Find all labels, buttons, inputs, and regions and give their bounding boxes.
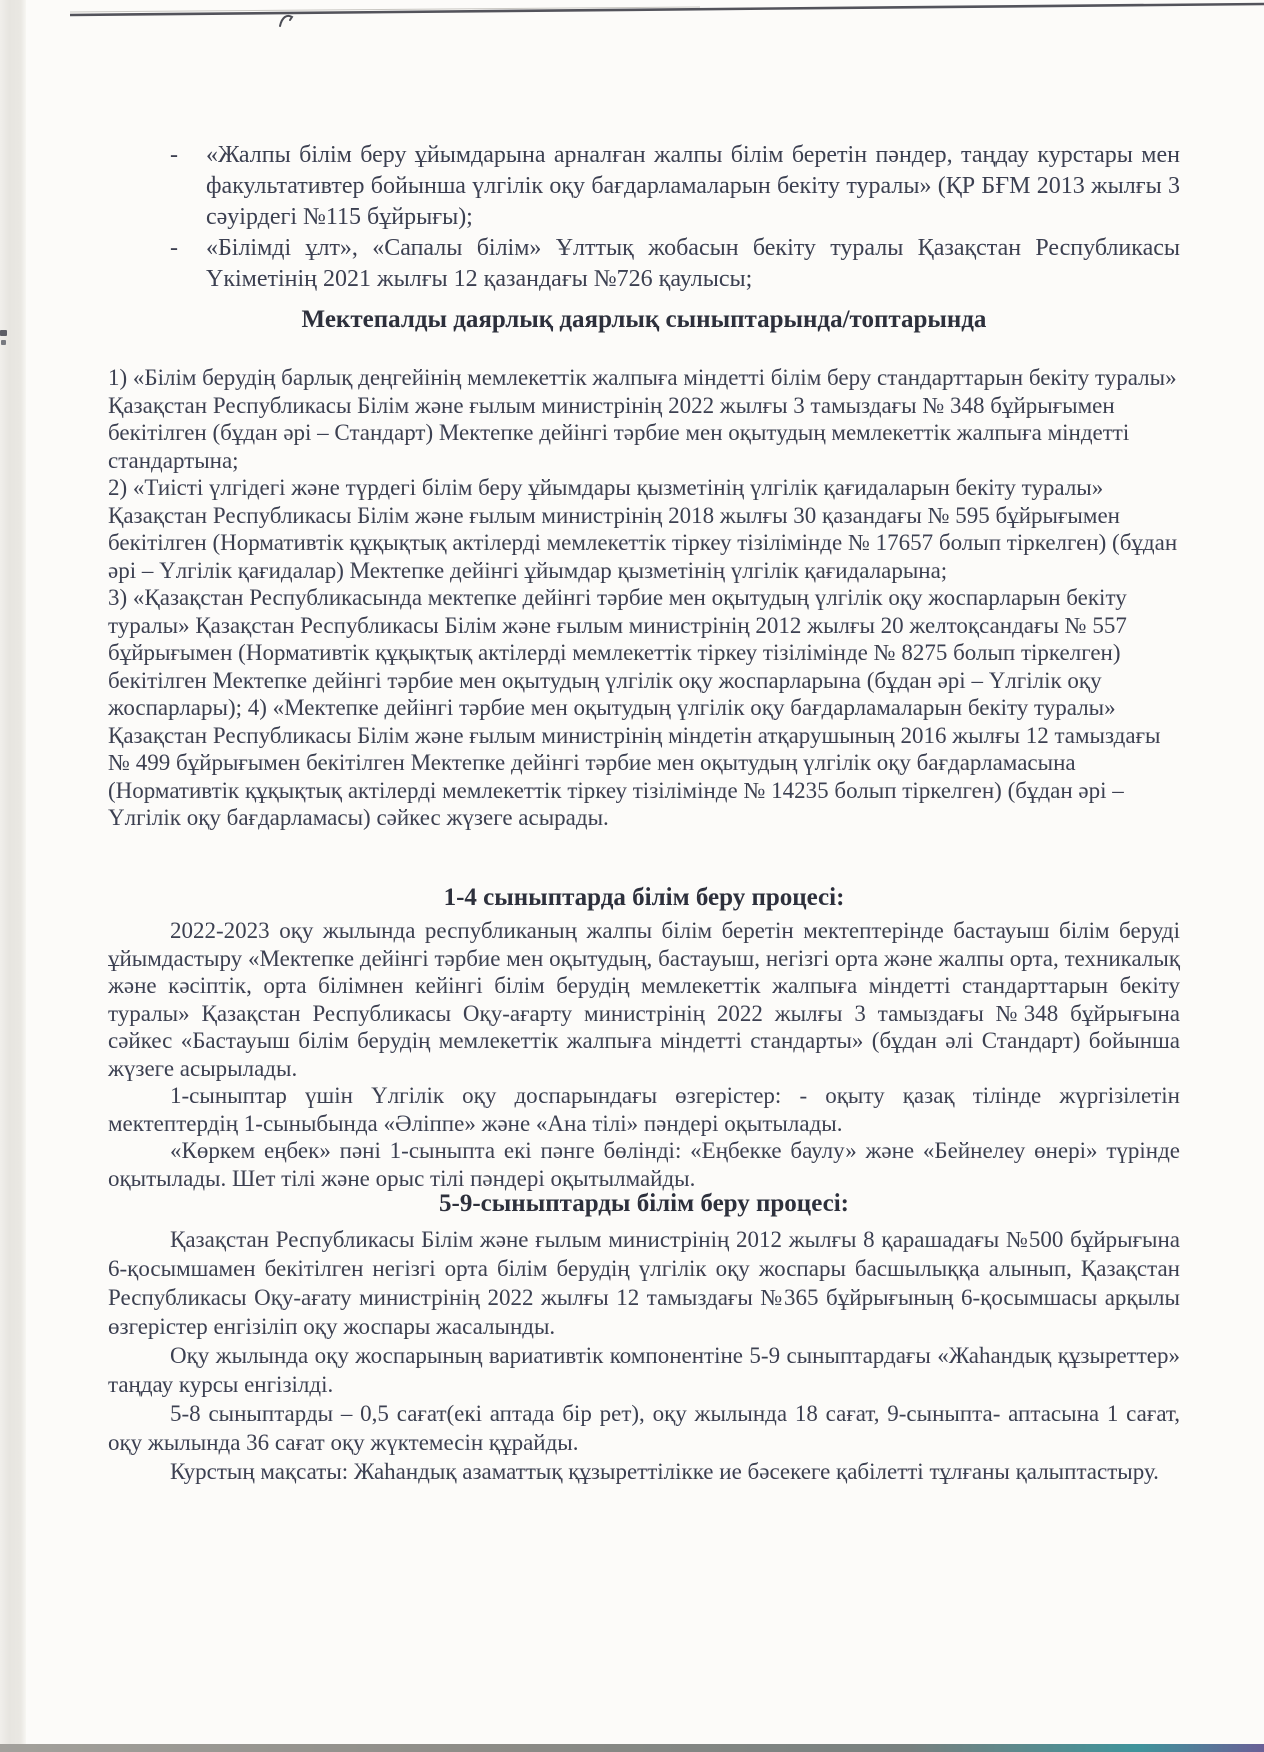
bullet-dash: - — [170, 235, 178, 261]
section-heading-grades-5-9: 5-9-сыныптарды білім беру процесі: — [439, 1190, 849, 1217]
section-heading-preschool: Мектепалды даярлық даярлық сыныптарында/топтарында — [301, 306, 987, 333]
bullet-dash: - — [170, 142, 178, 168]
paragraph: 2022-2023 оқу жылында республиканың жалпы білім беретін мектептерінде бастауыш білім беруді ұйымдастыру «Мектепке дейінгі тәрбие мен оқытудың, бастауыш, негізгі орта және жалпы орта, техникалық және кәсіптік, орта білімнен кейінгі білім берудің мемлекеттік жалпыға міндетті стандарттарын бекіту туралы» Қазақстан Республикасы Оқу-ағарту министрінің 2022 жылғы 3 тамыздағы №348 бұйрығына сәйкес «Бастауыш білім берудің мемлекеттік жалпыға міндетті стандарты» (бұдан әлі Стандарт) бойынша жүзеге асырылады. — [108, 918, 1180, 1081]
intro-list — [170, 140, 1180, 295]
scan-smudge — [0, 330, 7, 336]
list-item — [170, 233, 1180, 295]
paragraph: «Көркем еңбек» пәні 1-сыныпта екі пәнге бөлінді: «Еңбекке баулу» және «Бейнелеу өнері» түрінде оқытылады. Шет тілі және орыс тілі пәндері оқытылмайды. — [108, 1138, 1180, 1191]
scan-bottom-edge — [0, 1744, 1264, 1752]
paragraph: Қазақстан Республикасы Білім және ғылым министрінің 2012 жылғы 8 қарашадағы №500 бұйрығына 6-қосымшамен бекітілген негізгі орта білім берудің үлгілік оқу жоспары басшылыққа алынып, Қазақстан Республикасы Оқу-ағату министрінің 2022 жылғы 12 тамыздағы №365 бұйрығының 6-қосымшасы арқылы өзгерістер енгізіліп оқу жоспары жасалынды. — [108, 1227, 1180, 1339]
paragraph: Курстың мақсаты: Жаһандық азаматтық құзыреттілікке ие бәсекеге қабілетті тұлғаны қалыптастыру. — [170, 1459, 1159, 1484]
paragraph: 3) «Қазақстан Республикасында мектепке дейінгі тәрбие мен оқытудың үлгілік оқу жоспарларын бекіту туралы» Қазақстан Республикасы Білім және ғылым министрінің 2012 жылғы 20 желтоқсандағы № 557 бұйрығымен (Нормативтік құқықтық актілерді мемлекеттік тіркеу тізілімінде № 8275 болып тіркелген) бекітілген Мектепке дейінгі тәрбие мен оқытудың үлгілік оқу жоспарларына (бұдан әрі – Үлгілік оқу жоспарлары); 4) «Мектепке дейінгі тәрбие мен оқытудың үлгілік оқу бағдарламаларын бекіту туралы» Қазақстан Республикасы Білім және ғылым министрінің міндетін атқарушының 2016 жылғы 12 тамыздағы № 499 бұйрығымен бекітілген Мектепке дейінгі тәрбие мен оқытудың үлгілік оқу бағдарламасына (Нормативтік құқықтық актілерді мемлекеттік тіркеу тізілімінде № 14235 болып тіркелген) (бұдан әрі – Үлгілік оқу бағдарламасы) сәйкес жүзеге асырады. — [108, 585, 1161, 830]
section-body-preschool — [108, 364, 1180, 832]
paragraph: 2) «Тиісті үлгідегі және түрдегі білім беру ұйымдары қызметінің үлгілік қағидаларын бекіту туралы» Қазақстан Республикасы Білім және ғылым министрінің 2018 жылғы 30 қазандағы № 595 бұйрығымен бекітілген (Нормативтік құқықтық актілерді мемлекеттік тіркеу тізілімінде № 17657 болып тіркелген) (бұдан әрі – Үлгілік қағидалар) Мектепке дейінгі ұйымдар қызметінің үлгілік қағидаларына; — [108, 475, 1178, 583]
list-item-text: «Білімді ұлт», «Сапалы білім» Ұлттық жобасын бекіту туралы Қазақстан Республикасы Үкіметінің 2021 жылғы 12 қазандағы №726 қаулысы; — [206, 235, 1180, 292]
paragraph: 1) «Білім берудің барлық деңгейінің мемлекеттік жалпыға міндетті білім беру стандарттарын бекіту туралы» Қазақстан Республикасы Білім және ғылым министрінің 2022 жылғы 3 тамыздағы № 348 бұйрығымен бекітілген (бұдан әрі – Стандарт) Мектепке дейінгі тәрбие мен оқытудың мемлекеттік жалпыға міндетті стандартына; — [108, 365, 1177, 473]
scan-left-edge — [0, 0, 26, 1752]
list-item-text: «Жалпы білім беру ұйымдарына арналған жалпы білім беретін пәндер, таңдау курстары мен факультативтер бойынша үлгілік оқу бағдарламаларын бекіту туралы» (ҚР БҒМ 2013 жылғы 3 сәуірдегі №115 бұйрығы); — [206, 142, 1180, 230]
section-heading-grades-1-4: 1-4 сыныптарда білім беру процесі: — [443, 884, 845, 911]
pen-mark-icon — [278, 13, 298, 29]
section-body-grades-5-9 — [108, 1225, 1180, 1486]
paragraph: 5-8 сыныптарды – 0,5 сағат(екі аптада бір рет), оқу жылында 18 сағат, 9-сыныпта- аптасына 1 сағат, оқу жылында 36 сағат оқу жүктемесін құрайды. — [108, 1401, 1180, 1455]
section-body-grades-1-4 — [108, 917, 1180, 1192]
scan-top-edge-line — [0, 0, 1264, 26]
paragraph: 1-сыныптар үшін Үлгілік оқу доспарындағы өзгерістер: - оқыту қазақ тілінде жүргізілетін мектептердің 1-сыныбында «Әліппе» және «Ана тілі» пәндері оқытылады. — [108, 1083, 1180, 1136]
scan-smudge — [1, 340, 6, 345]
paragraph: Оқу жылында оқу жоспарының вариативтік компонентіне 5-9 сыныптардағы «Жаһандық құзыреттер» таңдау курсы енгізілді. — [108, 1343, 1180, 1397]
list-item — [170, 140, 1180, 233]
